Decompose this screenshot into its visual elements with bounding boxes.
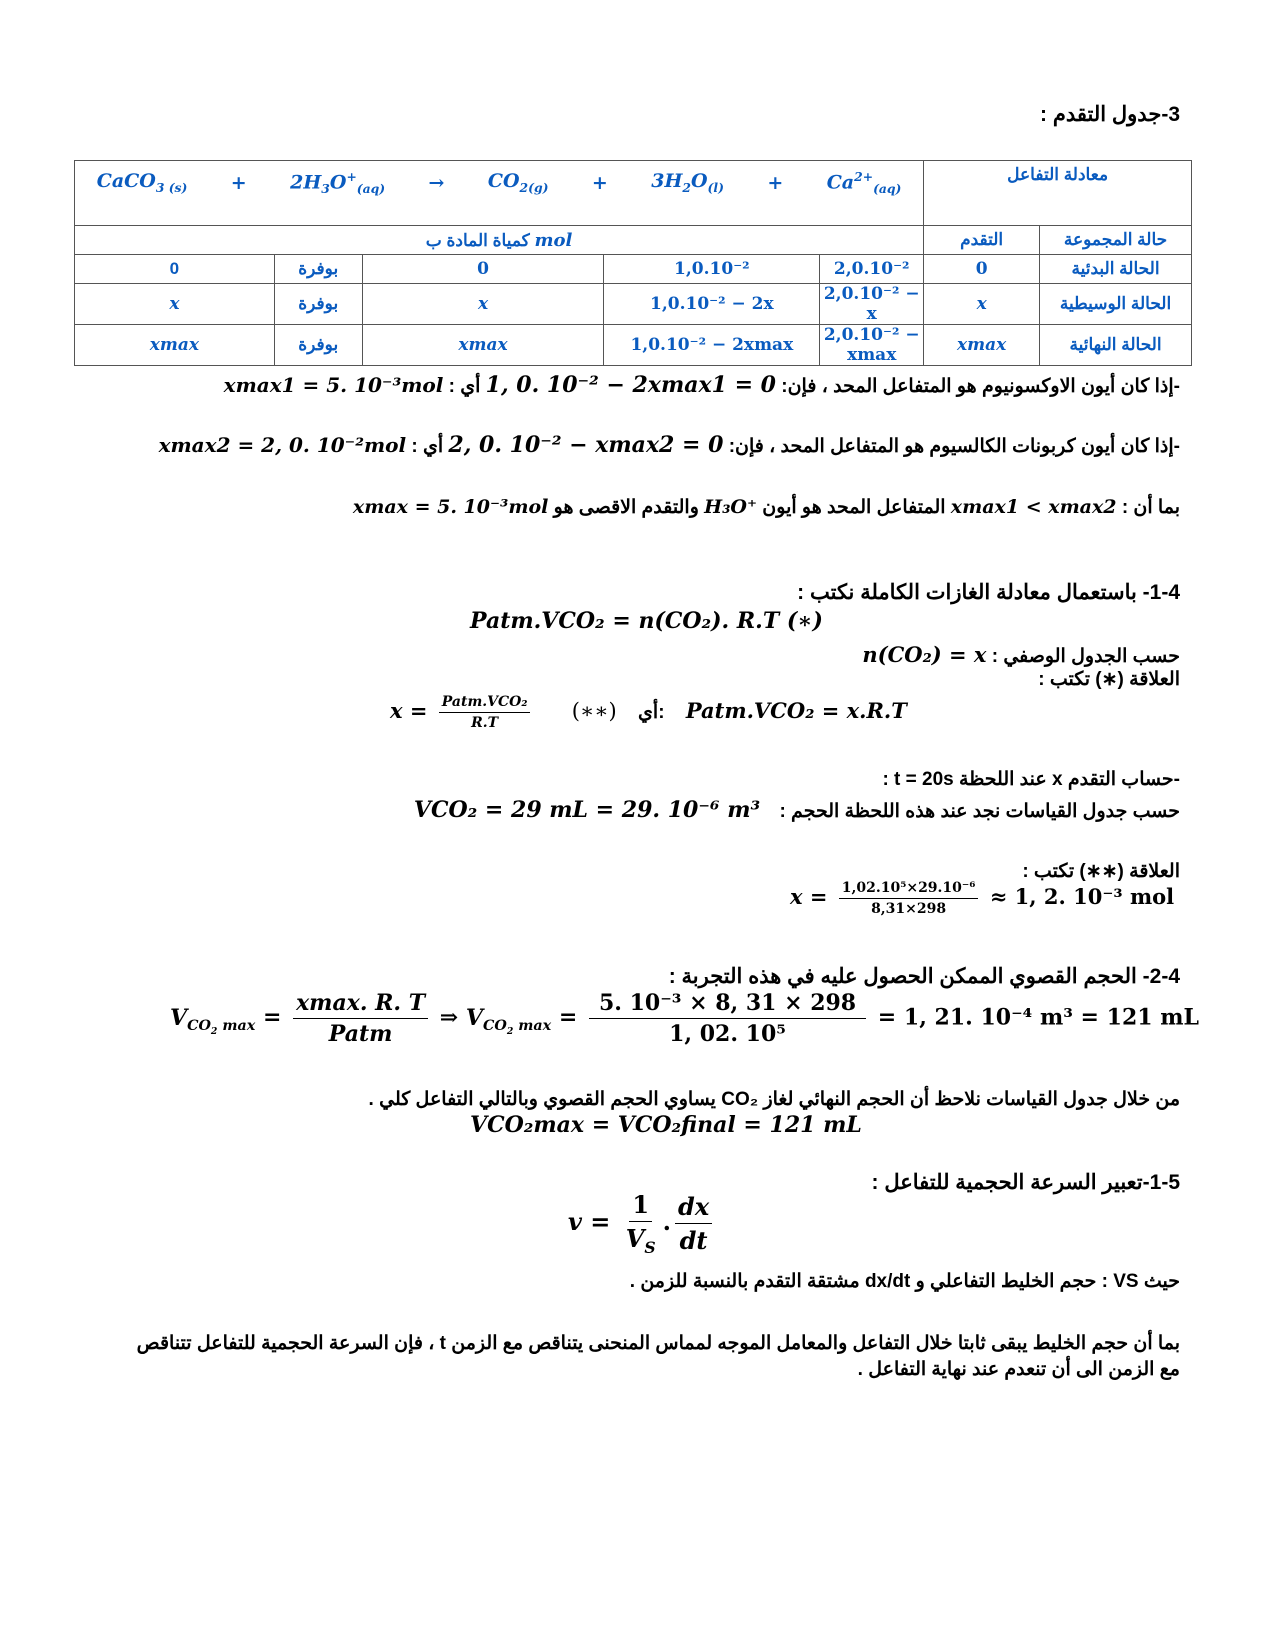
cell-c4: بوفرة — [274, 284, 362, 325]
advancement-table — [74, 160, 1192, 366]
velocity-formula: v = $\frac{1}{V_S}$ . $\frac{dx}{dt}$ — [568, 1190, 716, 1257]
section-4-1-title: 1-4- باستعمال معادلة الغازات الكاملة نكتب : — [797, 581, 1180, 604]
vmax-calculation: $V_{CO_2 max}$ = $\frac{xmax. R. T}{\text{Patm}}$ ⇒ $V_{CO_2 max}$ = $\frac{\text{5. 10⁻³ × 8, 31 × 298}}{\text{1, 02. 10⁵}}$ = 1, 21. 10⁻⁴ m³ = 121 mL — [170, 990, 1199, 1047]
eq-caco3: CaCO$_{3 (s)}$ — [96, 170, 188, 195]
cell-c1: 2,0.10⁻² — [820, 255, 924, 284]
reaction-equation: CaCO$_{3 (s)}$ + $2H_3O^+_{(aq)}$ → $CO_{2(g)}$ + $3H_2O_{(l)}$ + $Ca^{2+}_{(aq)}$ — [75, 161, 924, 226]
definition-text: حيث VS : حجم الخليط التفاعلي و dx/dt مشتقة التقدم بالنسبة للزمن . — [629, 1271, 1180, 1292]
eq-ca: $Ca^{2+}_{(aq)}$ — [826, 169, 902, 197]
cell-c1: 2,0.10⁻² − xmax — [820, 325, 924, 366]
relation-2-note: العلاقة (∗∗) تكتب : — [1022, 861, 1180, 882]
cell-state: الحالة البدئية — [1040, 255, 1192, 284]
cell-c3: 0 — [362, 255, 604, 284]
cell-c3: x — [362, 284, 604, 325]
cell-c2: 1,0.10⁻² − 2x — [604, 284, 820, 325]
conclusion-line-2: مع الزمن الى أن تنعدم عند نهاية التفاعل . — [857, 1359, 1180, 1380]
table-row — [75, 255, 1192, 284]
limiting-conclusion: بما أن : xmax1 < xmax2 المتفاعل المحد هو أيون H₃O⁺ والتقدم الاقصى هو xmax = 5. 10⁻³mol — [352, 496, 1180, 518]
volume-at-t: حسب جدول القياسات نجد عند هذه اللحظة الحجم : VCO₂ = 29 mL = 29. 10⁻⁶ m³ — [413, 797, 1180, 823]
x-expression: x = $\frac{\text{Patm.VCO₂}}{R.T}$ (∗∗) أي: Patm.VCO₂ = x.R.T — [390, 694, 907, 731]
section-5-1-title: 1-5-تعبير السرعة الحجمية للتفاعل : — [871, 1171, 1180, 1194]
advancement-header: التقدم — [924, 226, 1040, 255]
vfinal-equation: VCO₂max = VCO₂final = 121 mL — [470, 1112, 862, 1138]
equation-header: معادلة التفاعل — [924, 161, 1192, 226]
cell-adv: xmax — [924, 325, 1040, 366]
table-row — [75, 284, 1192, 325]
section-3-title: 3-جدول التقدم : — [1040, 103, 1180, 126]
observation-text: من خلال جدول القياسات نلاحظ أن الحجم النهائي لغاز CO₂ يساوي الحجم القصوي وبالتالي التفاعل كلي . — [368, 1089, 1180, 1110]
cell-c5: x — [75, 284, 275, 325]
cell-c4: بوفرة — [274, 255, 362, 284]
cell-c2: 1,0.10⁻² — [604, 255, 820, 284]
relation-note: العلاقة (∗) تكتب : — [1038, 669, 1180, 690]
cell-adv: x — [924, 284, 1040, 325]
cell-c4: بوفرة — [274, 325, 362, 366]
cell-c5: 0 — [75, 255, 275, 284]
section-4-2-title: 2-4- الحجم القصوي الممكن الحصول عليه في هذه التجربة : — [668, 965, 1180, 988]
x-calculation: x = $\frac{\text{1,02.10⁵×29.10⁻⁶}}{8,31\times 298}$ ≈ 1, 2. 10⁻³ mol — [790, 880, 1175, 917]
cell-c1: 2,0.10⁻² − x — [820, 284, 924, 325]
conclusion-line-1: بما أن حجم الخليط يبقى ثابتا خلال التفاعل والمعامل الموجه لمماس المنحنى يتناقص مع الزمن t ، فإن السرعة الحجمية للتفاعل تتناقص — [136, 1333, 1180, 1354]
limiting-line-1: -إذا كان أيون الاوكسونيوم هو المتفاعل المحد ، فإن: 1, 0. 10⁻² − 2xmax1 = 0 أي : xmax1 = 5. 10⁻³mol — [223, 372, 1180, 398]
cell-state: الحالة النهائية — [1040, 325, 1192, 366]
quantity-header: كمياة المادة ب mol — [75, 226, 924, 255]
cell-adv: 0 — [924, 255, 1040, 284]
eq-h3o: $2H_3O^+_{(aq)}$ — [290, 169, 386, 197]
cell-state: الحالة الوسيطية — [1040, 284, 1192, 325]
cell-c2: 1,0.10⁻² − 2xmax — [604, 325, 820, 366]
descriptive-table-note: حسب الجدول الوصفي : n(CO₂) = x — [862, 642, 1180, 667]
state-header: حالة المجموعة — [1040, 226, 1192, 255]
cell-c3: xmax — [362, 325, 604, 366]
cell-c5: xmax — [75, 325, 275, 366]
limiting-line-2: -إذا كان أيون كربونات الكالسيوم هو المتفاعل المحد ، فإن: 2, 0. 10⁻² − xmax2 = 0 أي : xmax2 = 2, 0. 10⁻²mol — [158, 432, 1180, 458]
eq-h2o: $3H_2O_{(l)}$ — [651, 170, 724, 195]
calc-x-heading: -حساب التقدم x عند اللحظة t = 20s : — [882, 769, 1180, 790]
ideal-gas-equation: Patm.VCO₂ = n(CO₂). R.T (∗) — [470, 608, 823, 634]
eq-co2: $CO_{2(g)}$ — [487, 170, 549, 195]
table-row — [75, 325, 1192, 366]
